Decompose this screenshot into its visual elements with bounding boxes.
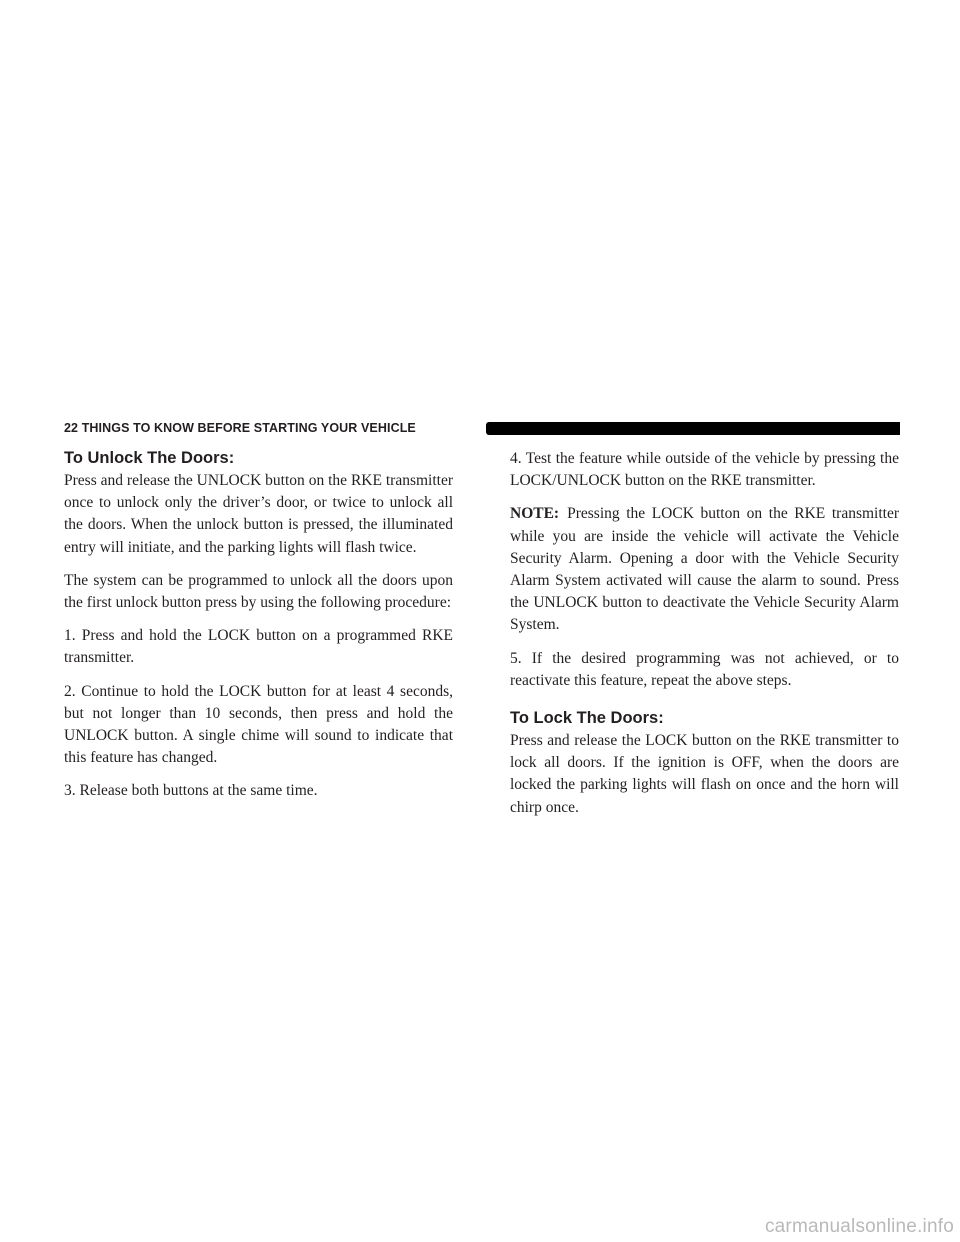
left-column [64, 448, 453, 814]
page-footer [0, 1186, 960, 1242]
note-paragraph [510, 503, 899, 636]
step-2: 2. Continue to hold the LOCK button for at least 4 seconds, but not longer than 10 seconds, then press and hold the UNLOCK button. A single chime will sound to indicate that this feature has changed. [64, 682, 453, 767]
page-header [64, 419, 900, 439]
step-4: 4. Test the feature while outside of the vehicle by pressing the LOCK/UNLOCK button on the RKE transmitter. [510, 450, 899, 490]
lock-paragraph: Press and release the LOCK button on the RKE transmitter to lock all doors. If the ignition is OFF, when the doors are locked the parking lights will flash on once and the horn will chirp once. [510, 732, 899, 816]
watermark: carmanualsonline.info [764, 1216, 954, 1237]
note-label: NOTE: [510, 505, 560, 523]
step-1: 1. Press and hold the LOCK button on a programmed RKE transmitter. [64, 627, 453, 667]
chapter-title: THINGS TO KNOW BEFORE STARTING YOUR VEHICLE [81, 421, 416, 435]
unlock-paragraph: Press and release the UNLOCK button on the RKE transmitter once to unlock only the driver’s door, or twice to unlock all the doors. When the unlock button is pressed, the illuminated entry will initiate, and the parking lights will flash twice. [64, 472, 453, 556]
unlock-heading: To Unlock The Doors: [64, 449, 235, 467]
header-text [64, 421, 416, 435]
programming-intro: The system can be programmed to unlock all the doors upon the first unlock button press by using the following procedure: [64, 571, 453, 612]
step-5: 5. If the desired programming was not achieved, or to reactivate this feature, repeat the above steps. [510, 649, 899, 689]
header-bar [486, 422, 900, 435]
note-text: Pressing the LOCK button on the RKE transmitter while you are inside the vehicle will activate the Vehicle Security Alarm. Opening a door with the Vehicle Security Alarm System activated will cause the alarm to sound. Press the UNLOCK button to deactivate the Vehicle Security Alarm System. [510, 505, 899, 634]
lock-heading: To Lock The Doors: [510, 709, 664, 728]
right-column [510, 448, 899, 830]
step-3: 3. Release both buttons at the same time. [64, 782, 318, 800]
page-number: 22 [64, 421, 79, 435]
